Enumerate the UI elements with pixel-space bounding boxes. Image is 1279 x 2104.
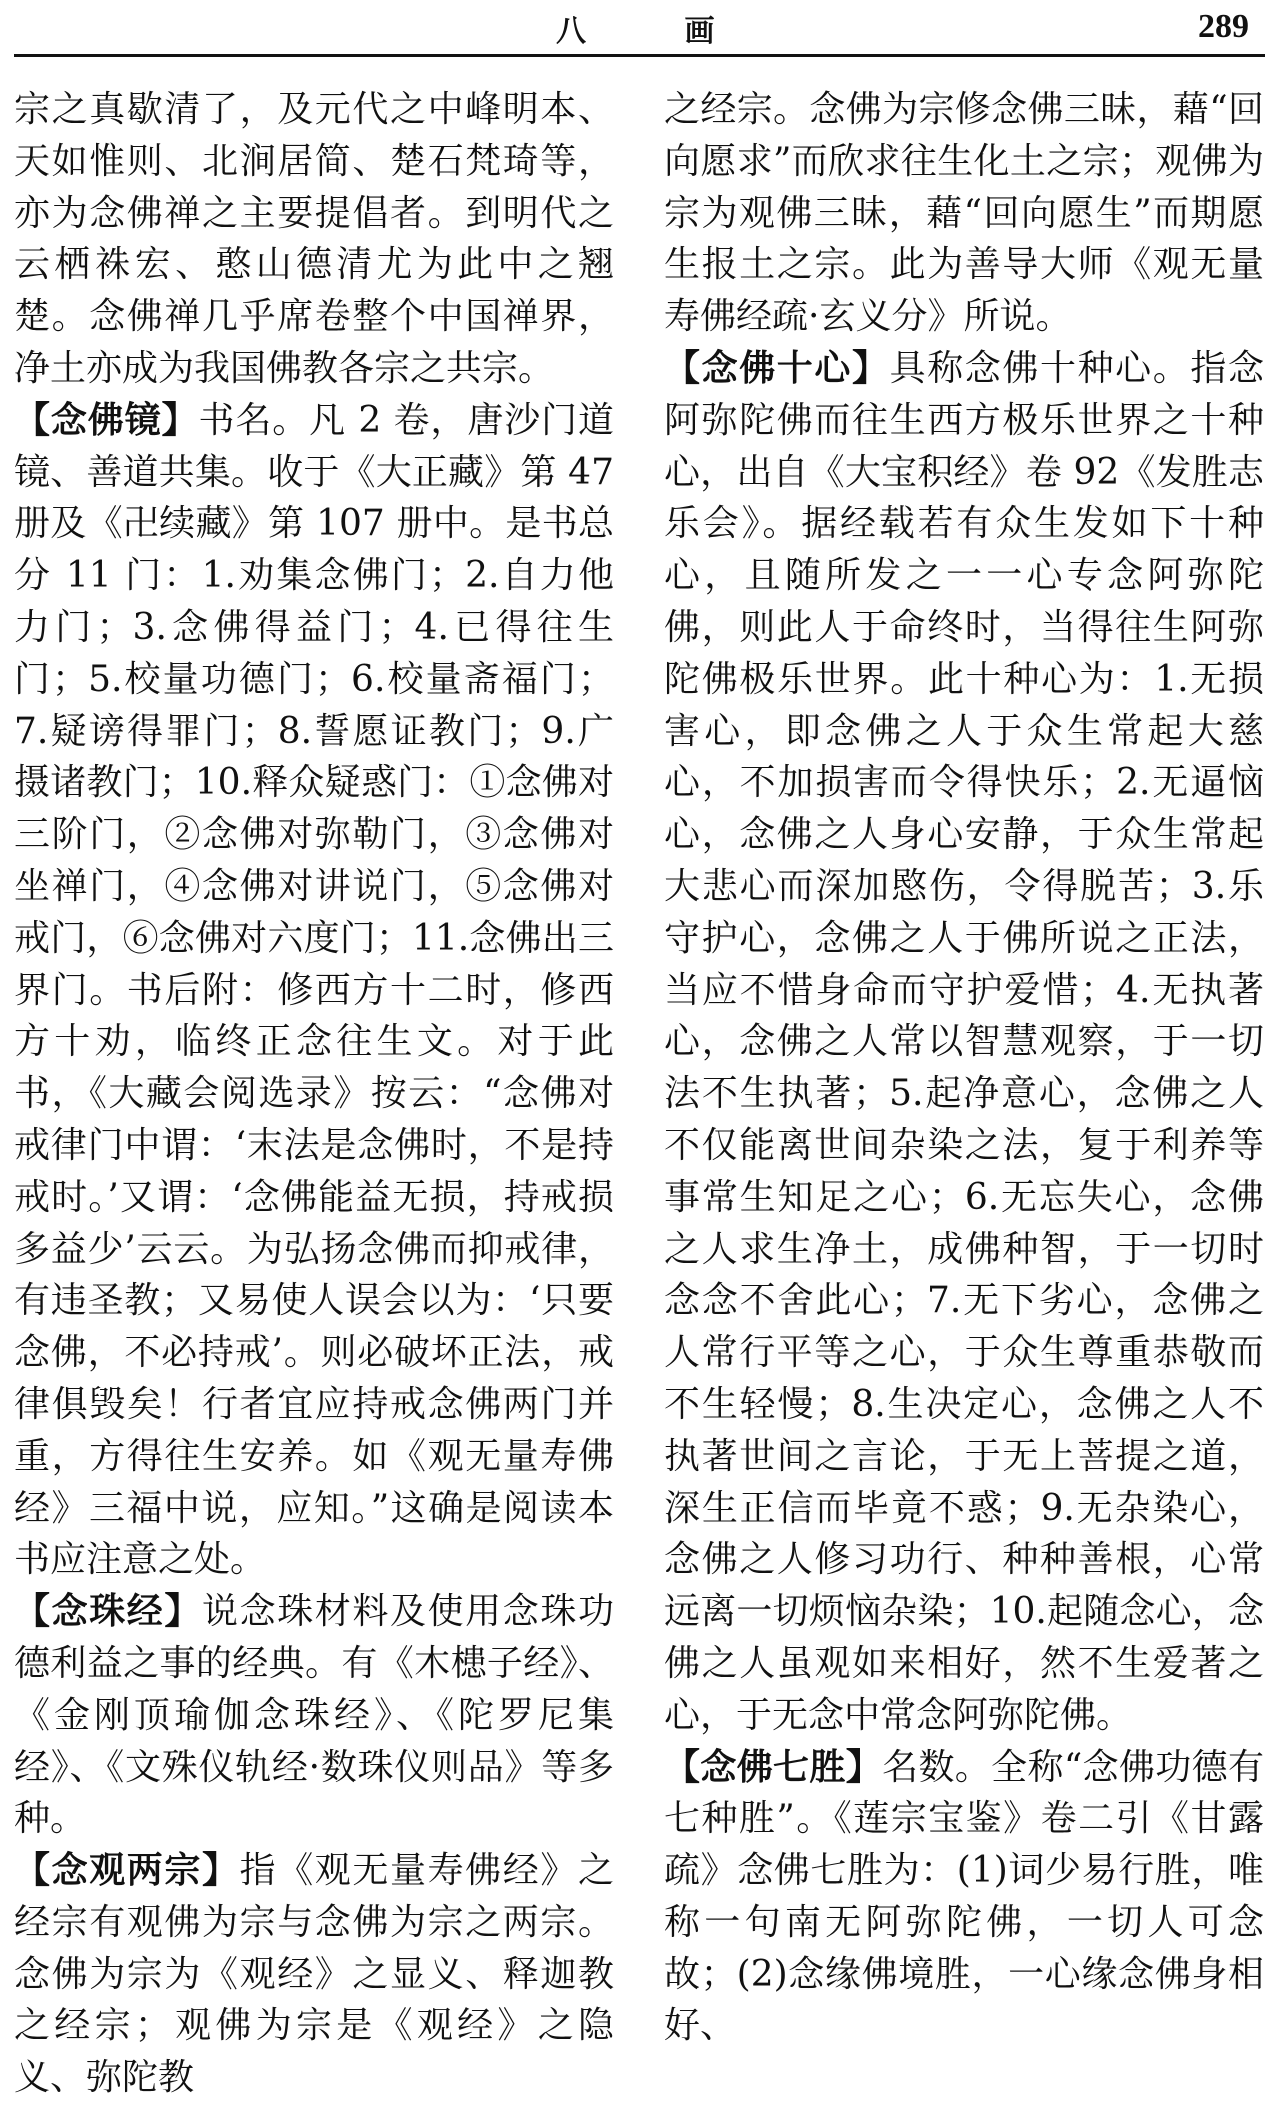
entry-definition: 具称念佛十种心。指念阿弥陀佛而往生西方极乐世界之十种心，出自《大宝积经》卷 92《发胜志乐会》。据经载若有众生发如下十种心，且随所发之一一心专念阿弥陀佛，则此人于命终时，当得往生阿弥陀佛极乐世界。此十种心为：1.无损害心，即念佛之人于众生常起大慈心，不加损害而令得快乐；2.无逼恼心，念佛之人身心安静，于众生常起大悲心而深加愍伤，令得脱苦；3.乐守护心，念佛之人于佛所说之正法，当应不惜身命而守护爱惜；4.无执著心，念佛之人常以智慧观察，于一切法不生执著；5.起净意心，念佛之人不仅能离世间杂染之法，复于利养等事常生知足之心；6.无忘失心，念佛之人求生净土，成佛种智，于一切时念念不舍此心；7.无下劣心，念佛之人常行平等之心，于众生尊重恭敬而不生轻慢；8.生决定心，念佛之人不执著世间之言论，于无上菩提之道，深生正信而毕竟不惑；9.无杂染心，念佛之人修习功行、种种善根，心常远离一切烦恼杂染；10.起随念心，念佛之人虽观如来相好，然不生爱著之心，于无念中常念阿弥陀佛。 [664, 347, 1264, 1736]
header-rule [14, 54, 1265, 57]
continued-text [14, 84, 614, 395]
entry-definition: 说念珠材料及使用念珠功德利益之事的经典。有《木槵子经》、《金刚顶瑜伽念珠经》、《陀罗尼集经》、《文殊仪轨经·数珠仪则品》等多种。 [14, 1591, 614, 1840]
dictionary-entry [664, 1742, 1264, 2053]
dictionary-entry [664, 343, 1264, 1742]
entry-headword: 【念珠经】 [14, 1590, 202, 1633]
continued-text-body: 宗之真歇清了，及元代之中峰明本、天如惟则、北涧居简、楚石梵琦等，亦为念佛禅之主要提倡者。到明代之云栖袾宏、憨山德清尤为此中之翘楚。念佛禅几乎席卷整个中国禅界，净土亦成为我国佛教各宗之共宗。 [14, 89, 614, 389]
dictionary-entry [14, 1845, 614, 2104]
page-number: 289 [1198, 8, 1249, 45]
entry-headword: 【念佛七胜】 [664, 1745, 883, 1788]
right-column [664, 84, 1264, 2052]
entry-headword: 【念观两宗】 [14, 1849, 240, 1892]
dictionary-entry [14, 1586, 614, 1845]
entry-headword: 【念佛十心】 [664, 346, 890, 389]
entry-definition: 指《观无量寿佛经》之经宗有观佛为宗与念佛为宗之两宗。念佛为宗为《观经》之显义、释迦教之经宗；观佛为宗是《观经》之隐义、弥陀教 [14, 1850, 614, 2099]
page-header [0, 0, 1279, 62]
entry-headword: 【念佛镜】 [14, 398, 199, 441]
continued-text [664, 84, 1264, 343]
entry-definition: 书名。凡 2 卷，唐沙门道镜、善道共集。收于《大正藏》第 47 册及《卍续藏》第 107 册中。是书总分 11 门：1.劝集念佛门；2.自力他力门；3.念佛得益门；4.已得往生门；5.校量功德门；6.校量斋福门；7.疑谤得罪门；8.誓愿证教门；9.广摄诸教门；10.释众疑惑门：①念佛对三阶门，②念佛对弥勒门，③念佛对坐禅门，④念佛对讲说门，⑤念佛对戒门，⑥念佛对六度门；11.念佛出三界门。书后附：修西方十二时，修西方十劝，临终正念往生文。对于此书，《大藏会阅选录》按云：“念佛对戒律门中谓：‘末法是念佛时，不是持戒时。’又谓：‘念佛能益无损，持戒损多益少’云云。为弘扬念佛而抑戒律，有违圣教；又易使人误会以为：‘只要念佛，不必持戒’。则必破坏正法，戒律俱毁矣！行者宜应持戒念佛两门并重，方得往生安养。如《观无量寿佛经》三福中说，应知。”这确是阅读本书应注意之处。 [14, 399, 614, 1581]
section-title: 八 画 [556, 14, 759, 49]
continued-text-body: 之经宗。念佛为宗修念佛三昧，藉“回向愿求”而欣求往生化土之宗；观佛为宗为观佛三昧，藉“回向愿生”而期愿生报土之宗。此为善导大师《观无量寿佛经疏·玄义分》所说。 [664, 89, 1264, 338]
entry-definition: 名数。全称“念佛功德有七种胜”。《莲宗宝鉴》卷二引《甘露疏》念佛七胜为：(1)词少易行胜，唯称一句南无阿弥陀佛，一切人可念故；(2)念缘佛境胜，一心缘念佛身相好、 [664, 1746, 1264, 2047]
left-column [14, 84, 614, 2104]
dictionary-entry [14, 395, 614, 1586]
